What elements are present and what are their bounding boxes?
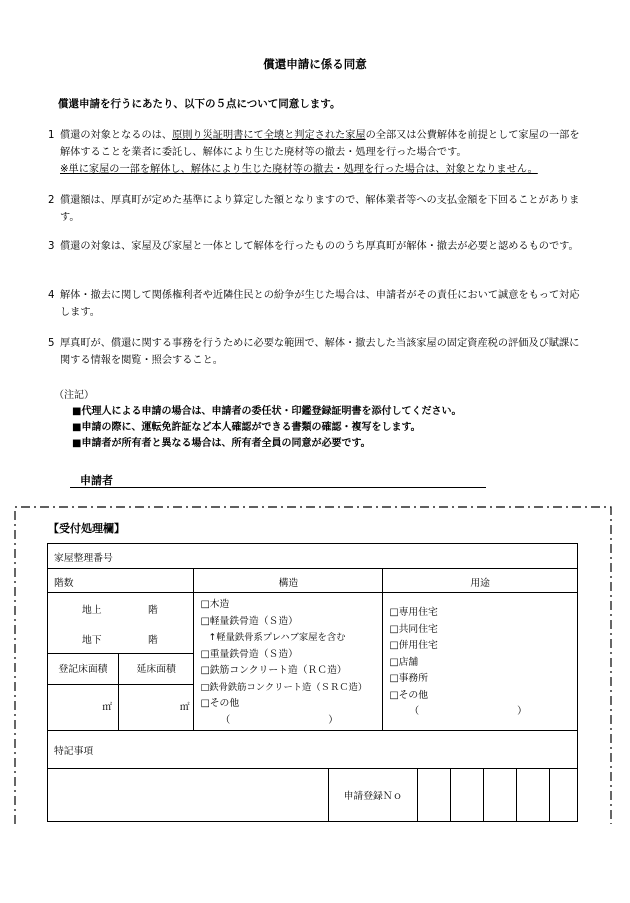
structure-label: 構造 (278, 578, 299, 589)
structure-note-prefab: ↑軽量鉄骨系プレハブ家屋を含む (208, 632, 346, 643)
house-number-label: 家屋整理番号 (54, 553, 113, 564)
item-underlined-text: 原則り災証明書にて全壊と判定された家屋 (172, 130, 366, 141)
use-option-store[interactable]: □店舗 (389, 656, 419, 668)
structure-option-other[interactable]: □その他 (200, 698, 240, 709)
total-area-label: 延床面積 (136, 664, 176, 675)
floors-label: 階数 (54, 578, 74, 589)
use-other-input[interactable]: （ ） (409, 706, 527, 717)
below-ground-label: 地下 (82, 635, 102, 646)
area-unit: ㎡ (179, 702, 190, 713)
use-options (383, 593, 578, 731)
applicant-signature-line[interactable] (70, 487, 486, 488)
item-text: 厚真町が、償還に関する事務を行うために必要な範囲で、解体・撤去した当該家屋の固定資産税の評価及び賦課に関する情報を閲覧・照会すること。 (60, 338, 580, 366)
use-option-exclusive-house[interactable]: □専用住宅 (389, 607, 438, 618)
page-title: 償還申請に係る同意 (263, 57, 367, 71)
note-line: ■申請者が所有者と異なる場合は、所有者全員の同意が必要です。 (72, 438, 371, 449)
item-number: 2 (48, 195, 55, 206)
structure-header (194, 569, 383, 593)
use-header (383, 569, 578, 593)
registered-area-input[interactable] (48, 685, 119, 730)
registration-digit-box[interactable] (451, 769, 484, 821)
structure-option-wood[interactable]: □木造 (200, 599, 230, 610)
use-option-mixed-house[interactable]: □併用住宅 (389, 640, 438, 651)
reception-title: 【受付処理欄】 (48, 522, 125, 535)
floors-header (48, 569, 194, 593)
above-ground-label: 地上 (82, 605, 102, 616)
consent-item-4 (48, 287, 588, 321)
item-note: ※単に家屋の一部を解体し、解体により生じた廃材等の撤去・処理を行った場合は、対象となりません。 (60, 164, 538, 175)
reception-table (47, 543, 578, 822)
item-number: 5 (48, 338, 55, 349)
intro-text: 償還申請を行うにあたり、以下の５点について同意します。 (58, 98, 341, 110)
item-number: 3 (48, 241, 55, 252)
item-text: 解体・撤去に関して関係権利者や近隣住民との紛争が生じた場合は、申請者がその責任において誠意をもって対応します。 (60, 290, 580, 318)
floor-unit: 階 (148, 605, 158, 616)
item-text: 償還の対象は、家屋及び家屋と一体として解体を行ったもののうち厚真町が解体・撤去が必要と認めるものです。 (60, 241, 579, 252)
structure-other-input[interactable]: （ ） (220, 714, 339, 726)
structure-option-src[interactable]: □鉄骨鉄筋コンクリート造（ＳＲＣ造） (200, 681, 368, 693)
registration-digit-box[interactable] (418, 769, 451, 821)
item-text: 償還の対象となるのは、 (60, 130, 173, 141)
notes-title: （注記） (54, 390, 94, 401)
consent-item-3 (48, 238, 588, 255)
consent-item-1 (48, 127, 588, 178)
use-label: 用途 (470, 578, 490, 589)
house-number-row[interactable] (48, 544, 578, 569)
registration-digit-box[interactable] (517, 769, 550, 821)
floor-unit: 階 (148, 635, 158, 646)
consent-item-2 (48, 192, 588, 226)
total-area-input[interactable] (119, 685, 193, 730)
item-number: 4 (48, 290, 55, 301)
special-notes-label: 特記事項 (54, 746, 94, 757)
special-notes-row[interactable] (48, 731, 578, 769)
note-line: ■申請の際に、運転免許証など本人確認ができる書類の確認・複写をします。 (72, 422, 421, 433)
floors-area-cell (48, 593, 194, 731)
structure-option-rc[interactable]: □鉄筋コンクリート造（ＲＣ造） (200, 665, 347, 676)
use-option-office[interactable]: □事務所 (389, 673, 429, 684)
registration-digit-box[interactable] (550, 769, 577, 821)
floors-input[interactable] (48, 593, 193, 653)
use-option-other[interactable]: □その他 (389, 689, 429, 701)
registration-no-label: 申請登録Ｎｏ (329, 769, 418, 821)
use-option-apartment[interactable]: □共同住宅 (389, 623, 438, 635)
area-unit: ㎡ (102, 702, 112, 713)
item-text: の全部又は公費解体を前提として家屋の一部を解体することを業者に委託し、解体により生じた廃材等の撤去・処理を行った場合です。 (60, 130, 580, 158)
registered-area-label: 登記床面積 (48, 654, 119, 684)
item-number: 1 (48, 130, 55, 141)
structure-option-light-steel[interactable]: □軽量鉄骨造（Ｓ造） (200, 615, 298, 627)
item-text: 償還額は、厚真町が定めた基準により算定した額となりますので、解体業者等への支払金額を下回ることがあります。 (60, 195, 580, 223)
structure-option-heavy-steel[interactable]: □重量鉄骨造（Ｓ造） (200, 648, 298, 660)
registration-blank (48, 769, 329, 821)
registration-digit-box[interactable] (484, 769, 517, 821)
consent-item-5 (48, 335, 588, 369)
applicant-label: 申請者 (80, 474, 113, 487)
structure-options (194, 593, 383, 731)
note-line: ■代理人による申請の場合は、申請者の委任状・印鑑登録証明書を添付してください。 (72, 406, 462, 417)
registration-row (48, 769, 578, 822)
